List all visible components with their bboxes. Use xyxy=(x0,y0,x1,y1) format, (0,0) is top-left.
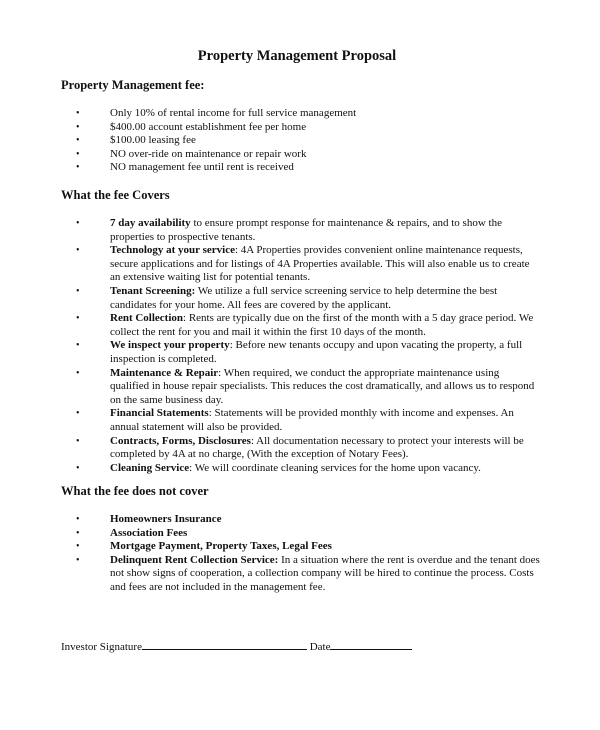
document-title: Property Management Proposal xyxy=(197,48,397,64)
list-item xyxy=(0,148,540,162)
item-text xyxy=(110,285,540,312)
item-label: Rent Collection xyxy=(110,312,184,325)
item-description: We utilize a full service screening service to help determine the best candidates for your home. All fees are covered by the applicant. xyxy=(110,284,498,311)
list-item xyxy=(0,161,540,175)
item-description: : All documentation necessary to protect your interests will be completed by 4A at no charge, (With the exception of Notary Fees). xyxy=(110,434,524,461)
bullet-icon: • xyxy=(76,285,80,297)
list-item xyxy=(0,407,540,434)
bullet-icon: • xyxy=(76,367,80,379)
item-description: : Rents are typically due on the first of the month with a 5 day grace period. We collect the rent for you and mail it within the first 10 days of the month. xyxy=(110,312,534,338)
item-text xyxy=(110,367,540,408)
item-label: Contracts, Forms, Disclosures xyxy=(110,434,251,447)
item-label: Tenant Screening: xyxy=(110,284,196,297)
fee-list xyxy=(0,107,540,175)
item-text: NO management fee until rent is received xyxy=(110,161,294,174)
item-label: Homeowners Insurance xyxy=(110,513,222,525)
bullet-icon: • xyxy=(76,514,80,525)
item-text xyxy=(110,540,540,554)
item-description: : When required, we conduct the appropriate maintenance using qualified in house repair specialists. This reduces the cost dramatically, and allows us to respond on the same business day. xyxy=(110,366,535,406)
investor-signature-field[interactable] xyxy=(142,640,307,650)
not-cover-list xyxy=(0,513,540,595)
item-description: : Before new tenants occupy and upon vacating the property, a full inspection is completed. xyxy=(110,339,523,365)
item-text xyxy=(110,244,540,285)
bullet-icon: • xyxy=(76,218,80,229)
item-label: Delinquent Rent Collection Service: xyxy=(110,553,279,566)
list-item xyxy=(0,121,540,135)
signature-line xyxy=(61,640,412,653)
bullet-icon: • xyxy=(76,554,80,566)
item-label: Mortgage Payment, Property Taxes, Legal Fees xyxy=(110,540,332,553)
item-text xyxy=(110,513,540,527)
item-text xyxy=(110,339,540,366)
item-text xyxy=(110,462,540,476)
list-item xyxy=(0,244,540,285)
item-label: Financial Statements xyxy=(110,407,209,420)
item-label: Cleaning Service xyxy=(110,461,190,474)
list-item xyxy=(0,312,540,339)
bullet-icon: • xyxy=(76,148,80,160)
bullet-icon: • xyxy=(76,313,80,325)
item-text xyxy=(110,407,540,434)
item-text: $400.00 account establishment fee per home xyxy=(110,120,307,133)
bullet-icon: • xyxy=(76,121,80,133)
bullet-icon: • xyxy=(76,162,80,174)
bullet-icon: • xyxy=(76,340,80,352)
bullet-icon: • xyxy=(76,245,80,257)
item-description: In a situation where the rent is overdue and the tenant does not show signs of cooperation, a collection company will be hired to continue the process. Costs and fees are not included in the management fee. xyxy=(110,553,540,593)
item-text xyxy=(110,217,540,244)
item-label: Technology at your service xyxy=(110,244,235,257)
list-item xyxy=(0,134,540,148)
not-cover-heading: What the fee does not cover xyxy=(61,484,209,498)
item-label: Association Fees xyxy=(110,526,188,539)
bullet-icon: • xyxy=(76,527,80,539)
date-label: Date xyxy=(309,641,331,653)
bullet-icon: • xyxy=(76,541,80,553)
list-item xyxy=(0,339,540,366)
list-item xyxy=(0,540,540,554)
list-item xyxy=(0,217,540,244)
list-item xyxy=(0,435,540,462)
list-item xyxy=(0,367,540,408)
bullet-icon: • xyxy=(76,462,80,474)
list-item xyxy=(0,107,540,121)
item-description: to ensure prompt response for maintenance & repairs, and to show the properties to prospective tenants. xyxy=(110,217,502,243)
covers-heading: What the fee Covers xyxy=(61,188,170,202)
item-text: $100.00 leasing fee xyxy=(110,134,196,147)
item-text xyxy=(110,435,540,462)
list-item xyxy=(0,513,540,527)
list-item xyxy=(0,554,540,595)
bullet-icon: • xyxy=(76,135,80,147)
bullet-icon: • xyxy=(76,408,80,420)
covers-list xyxy=(0,217,540,475)
bullet-icon: • xyxy=(76,108,80,119)
list-item xyxy=(0,527,540,541)
item-description: : 4A Properties provides convenient online maintenance requests, secure applications and for listings of 4A Properties available. This will also enable us to create an extensive waiting list for potential tenants. xyxy=(110,244,530,284)
item-description: : We will coordinate cleaning services for the home upon vacancy. xyxy=(189,461,481,474)
list-item xyxy=(0,462,540,476)
item-text xyxy=(110,554,540,595)
item-label: We inspect your property xyxy=(110,339,230,352)
item-text: NO over-ride on maintenance or repair work xyxy=(110,147,307,160)
item-label: Maintenance & Repair xyxy=(110,366,219,379)
item-text xyxy=(110,527,540,541)
item-text xyxy=(110,312,540,339)
investor-signature-label: Investor Signature xyxy=(61,641,142,653)
date-field[interactable] xyxy=(330,640,412,650)
item-description: : Statements will be provided monthly with income and expenses. An annual statement will also be provided. xyxy=(110,407,514,433)
item-label: 7 day availability xyxy=(110,217,191,229)
bullet-icon: • xyxy=(76,435,80,447)
fee-heading: Property Management fee: xyxy=(61,78,205,92)
item-text: Only 10% of rental income for full service management xyxy=(110,107,357,119)
list-item xyxy=(0,285,540,312)
